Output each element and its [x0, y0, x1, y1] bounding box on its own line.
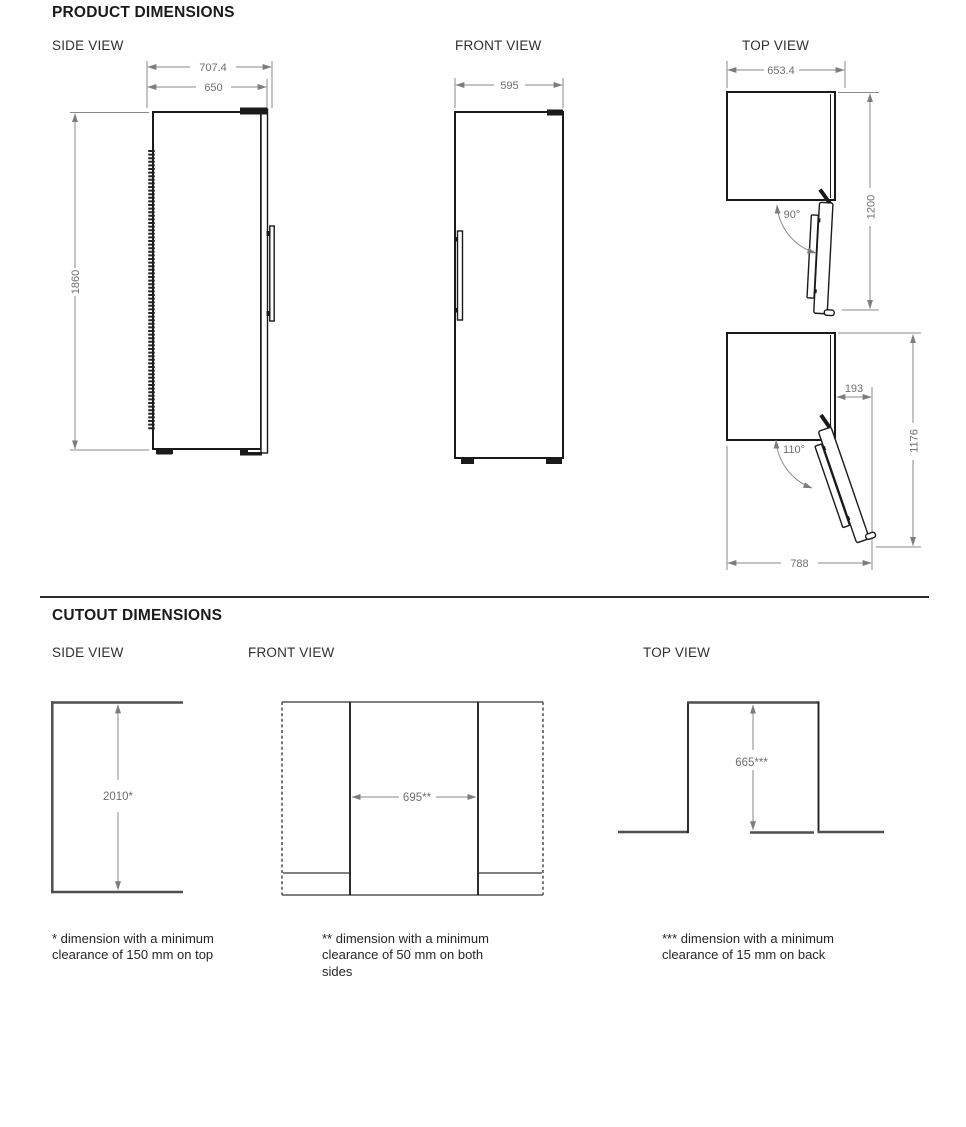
fridge-side-front-foot — [240, 449, 248, 456]
product-side-view-label: SIDE VIEW — [52, 38, 124, 53]
cutout-dimensions-title: CUTOUT DIMENSIONS — [52, 607, 223, 624]
fridge-side-body — [153, 112, 261, 449]
dim-top-90-clearance-depth: 1200 — [865, 194, 878, 220]
dim-top-110-side-projection: 193 — [844, 383, 864, 395]
cutout-top-view-label: TOP VIEW — [643, 645, 711, 660]
fridge-front-left-foot — [461, 458, 474, 464]
product-front-view-label: FRONT VIEW — [455, 38, 542, 53]
dim-top-110-clearance-depth: 1176 — [908, 429, 921, 453]
fridge-top-door-110 — [811, 425, 877, 546]
fridge-side-top-hinge — [240, 108, 267, 115]
fridge-side-door — [261, 109, 268, 453]
footnote-top-clearance: * dimension with a minimum clearance of 150 mm on top — [52, 931, 214, 963]
dim-top-110-clearance-width: 788 — [790, 558, 809, 570]
footnote-side-clearance: ** dimension with a minimum clearance of 50 mm on both sides — [322, 931, 489, 979]
dim-cutout-width: 695** — [402, 792, 432, 804]
dim-front-width: 595 — [500, 80, 519, 92]
dim-cutout-depth: 665*** — [735, 757, 768, 769]
dim-side-overall-depth: 707.4 — [199, 62, 227, 74]
fridge-side-rear-wheel — [156, 449, 173, 455]
dim-side-body-depth: 650 — [204, 82, 223, 94]
cutout-front-view-label: FRONT VIEW — [248, 645, 335, 660]
product-top-view-label: TOP VIEW — [742, 38, 810, 53]
dim-cutout-height: 2010* — [102, 791, 134, 803]
fridge-side-handle — [270, 226, 274, 321]
fridge-front-right-foot — [546, 458, 562, 464]
fridge-top-body-90 — [727, 92, 835, 200]
product-top-view-110-drawing — [727, 333, 921, 570]
cutout-front-view-drawing — [282, 702, 543, 895]
product-side-view-drawing — [70, 61, 274, 456]
door-angle-90: 90° — [783, 209, 801, 221]
fridge-top-body-110 — [727, 333, 835, 440]
product-dimensions-title: PRODUCT DIMENSIONS — [52, 4, 235, 21]
product-front-view-drawing — [454, 78, 563, 464]
fridge-top-door-90 — [806, 202, 840, 316]
cutout-side-view-drawing — [51, 701, 183, 893]
footnote-back-clearance: *** dimension with a minimum clearance of 15 mm on back — [662, 931, 834, 963]
cutout-side-view-label: SIDE VIEW — [52, 645, 124, 660]
fridge-front-body — [455, 112, 563, 458]
fridge-front-top-hinge — [547, 110, 563, 116]
cutout-top-view-drawing — [618, 702, 884, 834]
product-top-view-90-drawing — [727, 61, 879, 316]
dim-top-overall-depth: 653.4 — [767, 65, 795, 77]
door-angle-110: 110° — [783, 444, 805, 456]
section-divider — [40, 596, 929, 598]
dim-side-height: 1860 — [70, 269, 82, 295]
fridge-front-handle — [458, 231, 463, 320]
